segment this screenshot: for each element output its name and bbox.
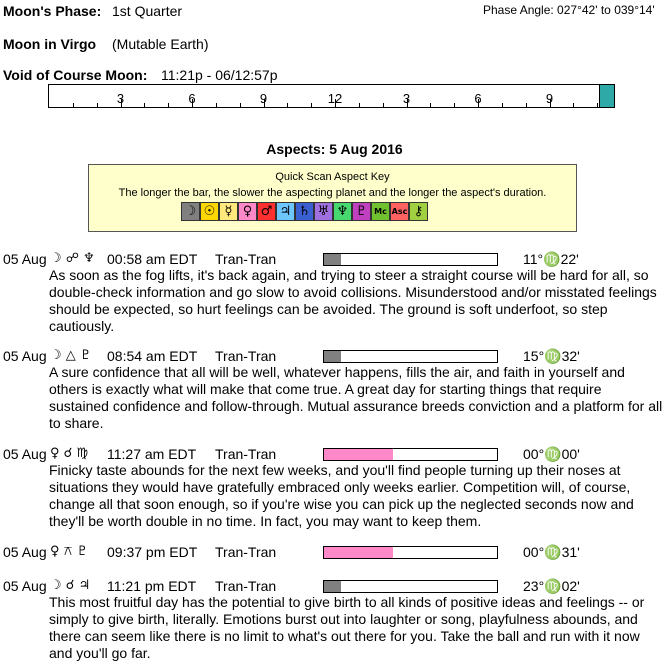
aspect-description: Finicky taste abounds for the next few weeks, and you'll find people turning up their noses at situations they would have gratefully embraced only weeks earlier. Competition will, of course, change all that soon enough, so if you're wise you can pick up the neglected seconds now and they'll be worth double in no time. In fact, you may want to keep them. (49, 462, 634, 529)
aspect-kind: Tran-Tran (215, 544, 277, 560)
timeline-hour-label: 6 (188, 91, 196, 106)
aspect-duration-fill (324, 449, 393, 460)
aspect-duration-bar (323, 350, 498, 363)
aspect-time: 08:54 am EDT (107, 348, 198, 364)
timeline-tick (359, 103, 360, 107)
moon-in-value: (Mutable Earth) (112, 36, 209, 52)
moon-phase-label: Moon's Phase: (3, 3, 102, 19)
aspect-glyphs: ♀ ⚻ ♇ (50, 544, 89, 559)
key-description: The longer the bar, the slower the aspecting planet and the longer the aspect's duration. (118, 187, 547, 199)
void-of-course-fill (599, 85, 614, 107)
aspect-kind: Tran-Tran (215, 348, 277, 364)
aspect-time: 11:27 am EDT (107, 446, 197, 462)
voc-label: Void of Course Moon: (3, 67, 148, 83)
aspect-duration-bar (323, 448, 498, 461)
key-swatch-mercury: ☿ (219, 202, 238, 221)
key-swatch-saturn: ♄ (295, 202, 314, 221)
key-swatch-neptune: ♆ (333, 202, 352, 221)
key-swatch-moon: ☽ (181, 202, 200, 221)
aspect-description: As soon as the fog lifts, it's back again, and trying to steer a straight course will be hard for all, so double-check information and go slow to avoid collisions. Misunderstood and/or misstated feelings should be expected, so hurt feelings can be avoided. The ground is soft underfoot, so step cautiously. (49, 267, 657, 334)
key-title: Quick Scan Aspect Key (275, 171, 390, 183)
aspect-time: 00:58 am EDT (107, 251, 198, 267)
aspect-degree: 00°♍31' (523, 544, 580, 560)
moon-phase-value: 1st Quarter (112, 3, 183, 19)
timeline-hour-label: 3 (402, 91, 411, 106)
aspect-kind: Tran-Tran (215, 446, 277, 462)
timeline-tick (454, 103, 455, 107)
aspect-glyphs: ☽ ☌ ♃ (50, 578, 91, 593)
key-swatch-uranus: ♅ (314, 202, 333, 221)
aspect-date: 05 Aug (3, 251, 47, 267)
timeline-hour-label: 12 (327, 91, 343, 106)
quick-scan-aspect-key (88, 164, 577, 232)
key-swatch-pluto: ♇ (352, 202, 371, 221)
key-swatch-sun: ☉ (200, 202, 219, 221)
aspect-description: This most fruitful day has the potential to give birth to all kinds of positive ideas and feelings -- or simply to give birth, literally. Emotions burst out into laughter or song, playfulness abounds, and there can seem like there is no limit to what's out there for you. Take the ball and run with it now and you'll go far. (49, 594, 645, 661)
aspect-duration-fill (324, 581, 341, 592)
timeline-hour-label: 9 (259, 91, 268, 106)
aspect-date: 05 Aug (3, 578, 47, 594)
key-swatch-jupiter: ♃ (276, 202, 295, 221)
key-swatch-venus: ♀ (238, 202, 257, 221)
key-swatch-chiron: ⚷ (409, 202, 428, 221)
aspect-degree: 15°♍32' (523, 348, 580, 364)
aspect-date: 05 Aug (3, 446, 47, 462)
aspect-kind: Tran-Tran (215, 578, 277, 594)
aspect-time: 11:21 pm EDT (107, 578, 197, 594)
phase-angle: Phase Angle: 027°42' to 039°14' (483, 3, 655, 17)
timeline-hour-label: 3 (116, 91, 125, 106)
voc-value: 11:21p - 06/12:57p (161, 67, 278, 83)
void-of-course-timeline (48, 84, 615, 108)
timeline-tick (144, 103, 145, 107)
timeline-tick (573, 103, 574, 107)
key-swatch-ascendant: Asc (390, 202, 409, 221)
timeline-tick (97, 103, 98, 107)
aspect-glyphs: ☽ △ ♇ (50, 348, 92, 363)
aspect-duration-bar (323, 253, 498, 266)
key-swatch-midheaven: Mc (371, 202, 390, 221)
timeline-tick (240, 103, 241, 107)
aspect-duration-bar (323, 546, 498, 559)
aspect-glyphs: ☽ ☍ ♆ (50, 251, 95, 266)
timeline-tick (597, 103, 598, 107)
timeline-tick (526, 103, 527, 107)
aspect-description: A sure confidence that all will be well, whatever happens, fills the air, and faith in yourself and others is exactly what will make that come true. A great day for starting things that require sustained confidence and follow-through. Mutual assurance breeds conviction and a platform for all to share. (49, 364, 663, 431)
aspect-duration-fill (324, 547, 393, 558)
aspect-degree: 23°♍02' (523, 578, 580, 594)
aspect-degree: 11°♍22' (523, 251, 579, 267)
aspect-duration-fill (324, 351, 341, 362)
aspect-kind: Tran-Tran (215, 251, 277, 267)
timeline-hour-label: 6 (474, 91, 482, 106)
key-swatch-mars: ♂ (257, 202, 276, 221)
key-swatches (181, 202, 428, 221)
aspect-glyphs: ♀ ☌ ♍ (50, 446, 89, 461)
aspect-duration-fill (324, 254, 341, 265)
aspects-title: Aspects: 5 Aug 2016 (266, 141, 403, 157)
moon-in-label: Moon in Virgo (3, 36, 97, 52)
timeline-hour-label: 9 (545, 91, 554, 106)
timeline-tick (73, 103, 74, 107)
timeline-tick (383, 103, 384, 107)
aspect-date: 05 Aug (3, 544, 47, 560)
aspect-duration-bar (323, 580, 498, 593)
aspect-degree: 00°♍00' (523, 446, 580, 462)
timeline-tick (502, 103, 503, 107)
aspect-date: 05 Aug (3, 348, 47, 364)
timeline-tick (216, 103, 217, 107)
timeline-tick (287, 103, 288, 107)
timeline-tick (430, 103, 431, 107)
timeline-tick (311, 103, 312, 107)
aspect-time: 09:37 pm EDT (107, 544, 198, 560)
timeline-tick (168, 103, 169, 107)
